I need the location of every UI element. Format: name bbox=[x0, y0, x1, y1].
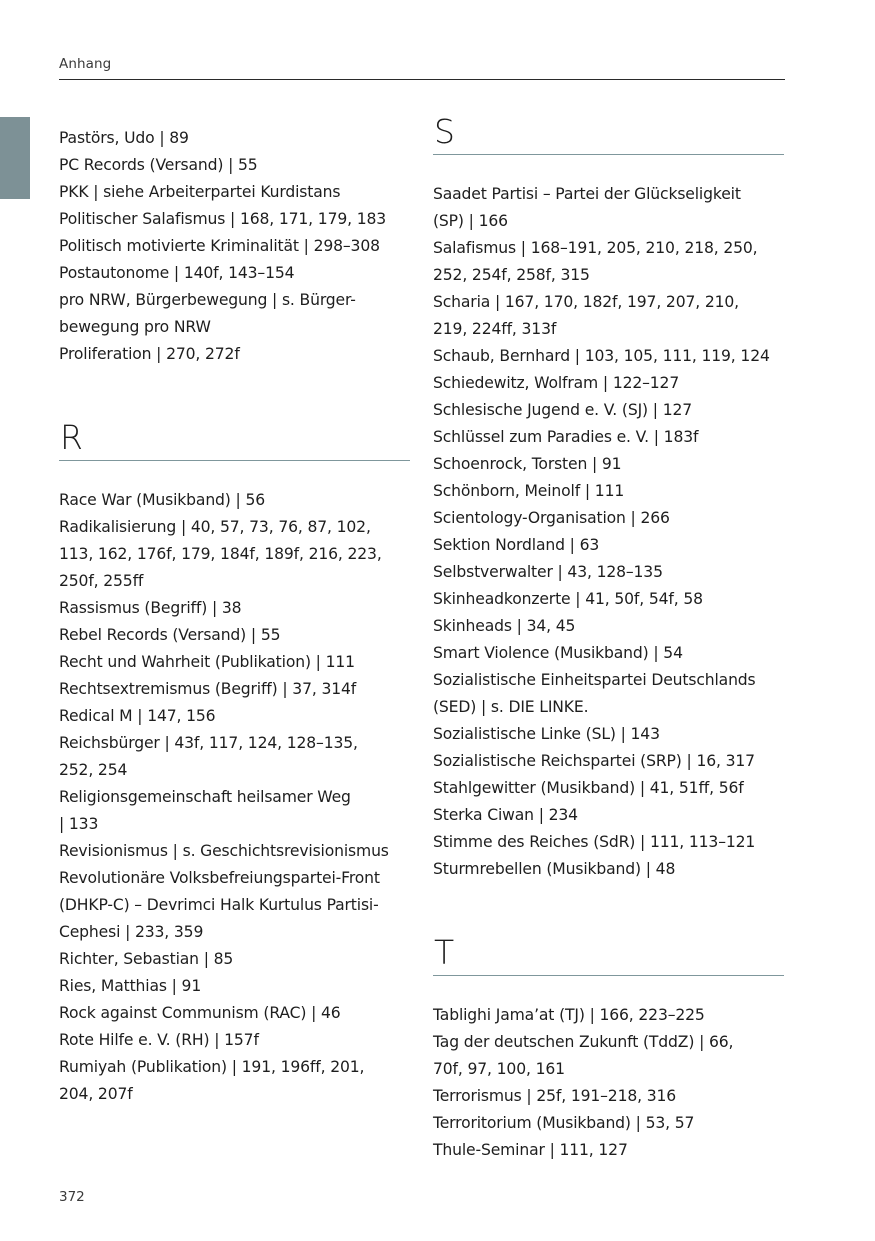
index-entry: Politischer Salafismus | 168, 171, 179, 183 bbox=[59, 210, 387, 228]
index-group-p bbox=[59, 125, 410, 368]
index-entry: Religionsgemeinschaft heilsamer Weg bbox=[59, 788, 351, 806]
index-entry: Thule-Seminar | 111, 127 bbox=[433, 1141, 628, 1159]
index-entry: Redical M | 147, 156 bbox=[59, 707, 216, 725]
index-group-s bbox=[433, 112, 784, 883]
index-entry: Ries, Matthias | 91 bbox=[59, 977, 202, 995]
index-entry: (SP) | 166 bbox=[433, 212, 508, 230]
section-spacer bbox=[433, 883, 784, 933]
index-entry: Rassismus (Begriff) | 38 bbox=[59, 599, 242, 617]
index-entry: 252, 254f, 258f, 315 bbox=[433, 266, 590, 284]
index-entry: Revolutionäre Volksbefreiungspartei-Front bbox=[59, 869, 380, 887]
running-head: Anhang bbox=[59, 56, 112, 72]
section-spacer bbox=[433, 976, 784, 1002]
index-entry: 219, 224ff, 313f bbox=[433, 320, 557, 338]
index-entry: Scientology-Organisation | 266 bbox=[433, 509, 670, 527]
index-entry: Politisch motivierte Kriminalität | 298–308 bbox=[59, 237, 380, 255]
index-entry: Sterka Ciwan | 234 bbox=[433, 806, 578, 824]
index-entry: bewegung pro NRW bbox=[59, 318, 211, 336]
section-spacer bbox=[433, 155, 784, 181]
index-entry: Schönborn, Meinolf | 111 bbox=[433, 482, 625, 500]
index-entry: Sozialistische Einheitspartei Deutschlands bbox=[433, 671, 756, 689]
index-entry: Race War (Musikband) | 56 bbox=[59, 491, 266, 509]
index-entry: Schlüssel zum Paradies e. V. | 183f bbox=[433, 428, 699, 446]
index-entry: Sturmrebellen (Musikband) | 48 bbox=[433, 860, 676, 878]
page-number: 372 bbox=[59, 1189, 85, 1205]
index-entry: Terroritorium (Musikband) | 53, 57 bbox=[433, 1114, 695, 1132]
index-entry: Postautonome | 140f, 143–154 bbox=[59, 264, 295, 282]
index-entry: Terrorismus | 25f, 191–218, 316 bbox=[433, 1087, 677, 1105]
index-entry: Salafismus | 168–191, 205, 210, 218, 250, bbox=[433, 239, 758, 257]
index-entry: Tag der deutschen Zukunft (TddZ) | 66, bbox=[433, 1033, 734, 1051]
index-entry: Selbstverwalter | 43, 128–135 bbox=[433, 563, 663, 581]
index-entry: Rote Hilfe e. V. (RH) | 157f bbox=[59, 1031, 259, 1049]
index-entry: Richter, Sebastian | 85 bbox=[59, 950, 234, 968]
index-entry: Rebel Records (Versand) | 55 bbox=[59, 626, 281, 644]
index-entry: | 133 bbox=[59, 815, 99, 833]
index-entry: (DHKP-C) – Devrimci Halk Kurtulus Partisi- bbox=[59, 896, 379, 914]
header-rule bbox=[59, 79, 785, 80]
letter-heading-r: R bbox=[60, 418, 83, 457]
index-column-left bbox=[59, 125, 410, 1108]
index-entry: Scharia | 167, 170, 182f, 197, 207, 210, bbox=[433, 293, 739, 311]
index-entry: Rechtsextremismus (Begriff) | 37, 314f bbox=[59, 680, 357, 698]
index-entry: Recht und Wahrheit (Publikation) | 111 bbox=[59, 653, 355, 671]
index-entry: Revisionismus | s. Geschichtsrevisionismus bbox=[59, 842, 389, 860]
index-entry: Smart Violence (Musikband) | 54 bbox=[433, 644, 683, 662]
index-entry: Rumiyah (Publikation) | 191, 196ff, 201, bbox=[59, 1058, 365, 1076]
index-entry: 252, 254 bbox=[59, 761, 128, 779]
section-spacer bbox=[59, 461, 410, 487]
index-entry: Reichsbürger | 43f, 117, 124, 128–135, bbox=[59, 734, 358, 752]
index-column-right bbox=[433, 112, 784, 1164]
index-entry: pro NRW, Bürgerbewegung | s. Bürger- bbox=[59, 291, 356, 309]
index-entry: Cephesi | 233, 359 bbox=[59, 923, 204, 941]
index-entry: Radikalisierung | 40, 57, 73, 76, 87, 102, bbox=[59, 518, 371, 536]
letter-heading-s: S bbox=[434, 112, 455, 151]
index-entry: Skinheadkonzerte | 41, 50f, 54f, 58 bbox=[433, 590, 703, 608]
index-entry: PC Records (Versand) | 55 bbox=[59, 156, 258, 174]
index-entry: Saadet Partisi – Partei der Glückseligkeit bbox=[433, 185, 741, 203]
index-entry: 204, 207f bbox=[59, 1085, 133, 1103]
index-entry: 250f, 255ff bbox=[59, 572, 144, 590]
index-entry: Schaub, Bernhard | 103, 105, 111, 119, 124 bbox=[433, 347, 770, 365]
index-entry: (SED) | s. DIE LINKE. bbox=[433, 698, 589, 716]
chapter-thumb-tab bbox=[0, 117, 30, 199]
index-entry: PKK | siehe Arbeiterpartei Kurdistans bbox=[59, 183, 341, 201]
index-entry: Schoenrock, Torsten | 91 bbox=[433, 455, 622, 473]
index-entry: Skinheads | 34, 45 bbox=[433, 617, 576, 635]
index-entry: 70f, 97, 100, 161 bbox=[433, 1060, 565, 1078]
index-entry: Schlesische Jugend e. V. (SJ) | 127 bbox=[433, 401, 693, 419]
index-entry: Stahlgewitter (Musikband) | 41, 51ff, 56f bbox=[433, 779, 744, 797]
index-entry: Stimme des Reiches (SdR) | 111, 113–121 bbox=[433, 833, 756, 851]
index-entry: Sozialistische Linke (SL) | 143 bbox=[433, 725, 660, 743]
index-entry: Proliferation | 270, 272f bbox=[59, 345, 240, 363]
index-entry: Tablighi Jama’at (TJ) | 166, 223–225 bbox=[433, 1006, 705, 1024]
index-group-r bbox=[59, 418, 410, 1108]
index-entry: Sozialistische Reichspartei (SRP) | 16, 317 bbox=[433, 752, 755, 770]
index-entry: Rock against Communism (RAC) | 46 bbox=[59, 1004, 341, 1022]
index-entry: Pastörs, Udo | 89 bbox=[59, 129, 189, 147]
section-spacer bbox=[59, 368, 410, 418]
index-entry: Schiedewitz, Wolfram | 122–127 bbox=[433, 374, 680, 392]
index-group-t bbox=[433, 933, 784, 1164]
letter-heading-t: T bbox=[434, 933, 455, 972]
index-entry: 113, 162, 176f, 179, 184f, 189f, 216, 223, bbox=[59, 545, 382, 563]
index-entry: Sektion Nordland | 63 bbox=[433, 536, 600, 554]
